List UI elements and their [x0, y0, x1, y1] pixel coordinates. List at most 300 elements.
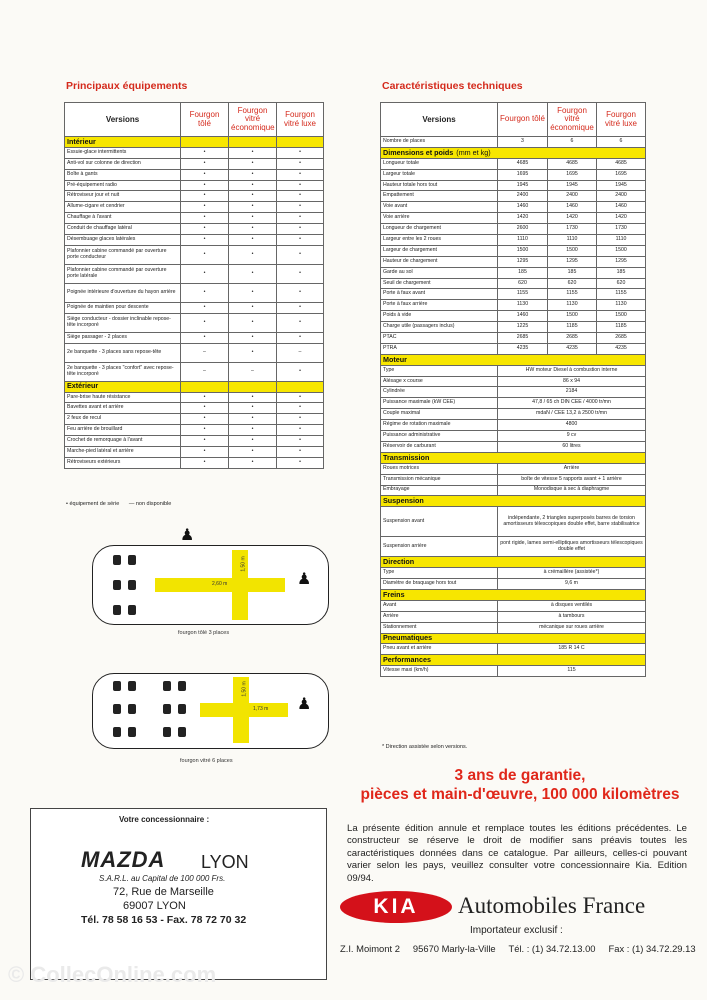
row-value: • — [277, 302, 324, 313]
importer-subtitle: Importateur exclusif : — [470, 925, 563, 936]
row-value: mdaN / CEE 13,2 à 2500 tr/mn — [498, 409, 646, 420]
group-fill — [229, 137, 277, 148]
seat-icon — [113, 580, 121, 590]
table-row — [381, 300, 646, 311]
dealer-label: Votre concessionnaire : — [119, 815, 210, 824]
row-value: • — [181, 392, 229, 403]
group-header — [381, 589, 646, 600]
row-value: – — [277, 343, 324, 362]
row-value: 1460 — [597, 202, 646, 213]
table-row — [65, 158, 324, 169]
seat-icon — [128, 580, 136, 590]
row-value: 115 — [498, 666, 646, 677]
group-row — [381, 557, 646, 568]
group-name: Moteur — [383, 354, 407, 364]
row-value: • — [277, 457, 324, 468]
group-fill — [229, 381, 277, 392]
row-value: • — [181, 425, 229, 436]
table-row — [381, 245, 646, 256]
row-value: 1225 — [498, 322, 548, 333]
row-value: 185 — [597, 267, 646, 278]
row-label: Porte à faux arrière — [381, 300, 498, 311]
row-value: • — [229, 202, 277, 213]
table-row — [381, 213, 646, 224]
row-value: 1695 — [498, 169, 548, 180]
table-row — [381, 398, 646, 409]
group-row — [381, 452, 646, 463]
row-value: 86 x 94 — [498, 376, 646, 387]
table-row — [381, 137, 646, 148]
row-label: Poignée de maintien pour descente — [65, 302, 181, 313]
row-label: Anti-vol sur colonne de direction — [65, 158, 181, 169]
row-value: • — [229, 457, 277, 468]
van2-caption: fourgon vitré 6 places — [180, 758, 233, 764]
row-value: 60 litres — [498, 441, 646, 452]
row-value: • — [277, 245, 324, 264]
row-value: • — [277, 392, 324, 403]
row-value: 2400 — [548, 191, 597, 202]
table-row — [381, 474, 646, 485]
row-label: Pneu avant et arrière — [381, 644, 498, 655]
row-label: Voie avant — [381, 202, 498, 213]
row-value: • — [229, 332, 277, 343]
row-value: • — [229, 283, 277, 302]
row-label: Rétroviseur jour et nuit — [65, 191, 181, 202]
row-value: 2400 — [498, 191, 548, 202]
row-value: • — [229, 147, 277, 158]
row-label: Stationnement — [381, 622, 498, 633]
row-value: • — [277, 235, 324, 246]
row-label: Couple maximal — [381, 409, 498, 420]
disclaimer-text: La présente édition annule et remplace toutes les éditions précédentes. Le constructeur se réserve le droit de modifier sans préavis toutes les caractéristiques données dans ce catalogue. Par ailleurs, celles-ci pouvant varier selon les pays, veuillez consulter votre concessionnaire Kia. Edition 09/94. — [347, 823, 687, 884]
group-name: Transmission — [383, 452, 430, 462]
row-value: 1130 — [597, 300, 646, 311]
row-label: Marche-pied latéral et arrière — [65, 447, 181, 458]
row-label: Voie arrière — [381, 213, 498, 224]
row-label: Arrière — [381, 611, 498, 622]
table-row — [381, 485, 646, 496]
row-label: Cylindrée — [381, 387, 498, 398]
row-value: HW moteur Diesel à combustion interne — [498, 365, 646, 376]
specs-table — [380, 102, 646, 677]
table-row — [381, 441, 646, 452]
row-value: 4685 — [498, 158, 548, 169]
row-value: 1500 — [597, 245, 646, 256]
col-fourgon-vitre-luxe: Fourgon vitré luxe — [277, 103, 324, 137]
row-value: • — [277, 180, 324, 191]
row-value: 1460 — [548, 202, 597, 213]
row-label: Essuie-glace intermittents — [65, 147, 181, 158]
dealer-phone: Tél. 78 58 16 53 - Fax. 78 72 70 32 — [81, 914, 247, 926]
row-label: Alésage x course — [381, 376, 498, 387]
seat-icon — [128, 704, 136, 714]
row-label: Siège passager - 2 places — [65, 332, 181, 343]
row-value: • — [181, 213, 229, 224]
row-value: 1185 — [597, 322, 646, 333]
table-row — [65, 224, 324, 235]
seat-icon — [128, 727, 136, 737]
row-label: Charge utile (passagers inclus) — [381, 322, 498, 333]
row-label: Diamètre de braquage hors tout — [381, 579, 498, 590]
row-value: • — [181, 313, 229, 332]
legend-standard: • équipement de série — [66, 501, 120, 507]
row-value: 4235 — [548, 343, 597, 354]
row-value: • — [229, 414, 277, 425]
cargo-width-label: 1,50 m — [241, 681, 248, 697]
table-row — [65, 191, 324, 202]
row-label: Pré-équipement radio — [65, 180, 181, 191]
table-row — [381, 409, 646, 420]
row-value: 1500 — [548, 245, 597, 256]
col-fourgon-vitre-luxe: Fourgon vitré luxe — [597, 103, 646, 137]
footnote: * Direction assistée selon versions. — [382, 744, 468, 750]
seat-icon — [178, 727, 186, 737]
row-value: • — [277, 213, 324, 224]
row-label: Garde au sol — [381, 267, 498, 278]
row-label: Régime de rotation maximale — [381, 420, 498, 431]
row-label: 2 feux de recul — [65, 414, 181, 425]
table-row — [381, 579, 646, 590]
row-label: Allume-cigare et cendrier — [65, 202, 181, 213]
row-label: Réservoir de carburant — [381, 441, 498, 452]
row-label: 2e banquette - 3 places sans repose-tête — [65, 343, 181, 362]
row-value: 1130 — [548, 300, 597, 311]
legend-unavailable: — non disponible — [128, 501, 172, 507]
row-value: 1420 — [597, 213, 646, 224]
row-label: Seuil de chargement — [381, 278, 498, 289]
col-fourgon-vitre-eco: Fourgon vitré économique — [548, 103, 597, 137]
table-row — [65, 264, 324, 283]
table-row — [381, 420, 646, 431]
row-value: 47,8 / 65 ch DIN CEE / 4000 tr/mn — [498, 398, 646, 409]
row-value: 1460 — [498, 202, 548, 213]
row-value: • — [277, 202, 324, 213]
group-fill — [181, 381, 229, 392]
group-header — [381, 147, 646, 158]
row-value: 620 — [597, 278, 646, 289]
col-fourgon-vitre-eco: Fourgon vitré économique — [229, 103, 277, 137]
row-label: Suspension avant — [381, 507, 498, 537]
row-value: à tambours — [498, 611, 646, 622]
row-label: PTAC — [381, 333, 498, 344]
row-value: • — [229, 403, 277, 414]
row-value: • — [277, 158, 324, 169]
row-label: Rétroviseurs extérieurs — [65, 457, 181, 468]
table-row — [381, 622, 646, 633]
row-label: Porte à faux avant — [381, 289, 498, 300]
row-value: • — [277, 264, 324, 283]
row-value: 3 — [498, 137, 548, 148]
table-row — [65, 447, 324, 458]
row-value: 4800 — [498, 420, 646, 431]
table-row — [381, 600, 646, 611]
row-value: 1110 — [597, 235, 646, 246]
row-value: • — [229, 425, 277, 436]
group-name: Direction — [383, 557, 415, 567]
table-row — [65, 392, 324, 403]
row-value: 1155 — [498, 289, 548, 300]
table-row — [381, 463, 646, 474]
row-value: 2685 — [498, 333, 548, 344]
row-label: Hauteur de chargement — [381, 256, 498, 267]
group-name: Intérieur — [65, 137, 181, 148]
row-value: – — [181, 362, 229, 381]
row-value: • — [277, 224, 324, 235]
row-label: Largeur totale — [381, 169, 498, 180]
row-value: • — [229, 447, 277, 458]
table-row — [381, 568, 646, 579]
row-value: 6 — [597, 137, 646, 148]
seat-icon — [163, 681, 171, 691]
seat-icon — [128, 681, 136, 691]
table-row — [381, 666, 646, 677]
row-value: Monodisque à sec à diaphragme — [498, 485, 646, 496]
table-row — [65, 147, 324, 158]
row-value: 1730 — [548, 224, 597, 235]
watermark: © CollecOnline.com — [8, 962, 217, 987]
row-value: 1945 — [498, 180, 548, 191]
row-label: Hauteur totale hors tout — [381, 180, 498, 191]
table-row — [381, 343, 646, 354]
group-name: Performances — [383, 655, 431, 665]
table-row — [65, 169, 324, 180]
row-value: • — [181, 457, 229, 468]
row-value: 185 — [548, 267, 597, 278]
row-label: Siège conducteur - dossier inclinable repose-tête incorporé — [65, 313, 181, 332]
table-row — [65, 302, 324, 313]
row-label: Roues motrices — [381, 463, 498, 474]
row-value: – — [229, 362, 277, 381]
driver-figure-icon: ♟ — [180, 527, 195, 544]
row-value: • — [229, 245, 277, 264]
row-value: • — [229, 191, 277, 202]
table-row — [381, 158, 646, 169]
row-value: 1110 — [498, 235, 548, 246]
row-value: 1130 — [498, 300, 548, 311]
row-value: – — [181, 343, 229, 362]
table-row — [65, 362, 324, 381]
row-label: Plafonnier cabine commandé par ouverture porte latérale — [65, 264, 181, 283]
cargo-width-label: 1,50 m — [240, 556, 247, 572]
group-row — [381, 589, 646, 600]
equipment-table — [64, 102, 324, 469]
table-row — [65, 414, 324, 425]
row-value: • — [277, 169, 324, 180]
seat-icon — [163, 727, 171, 737]
group-fill — [181, 137, 229, 148]
table-row — [65, 283, 324, 302]
row-value: • — [229, 436, 277, 447]
row-label: Largeur de chargement — [381, 245, 498, 256]
row-value: 2184 — [498, 387, 646, 398]
cargo-length-label: 2,60 m — [212, 581, 228, 587]
row-value: 2600 — [498, 224, 548, 235]
seat-icon — [128, 605, 136, 615]
row-value: • — [229, 343, 277, 362]
row-value: • — [181, 403, 229, 414]
group-name: Extérieur — [65, 381, 181, 392]
row-value: 1945 — [597, 180, 646, 191]
seat-icon — [113, 727, 121, 737]
table-row — [65, 202, 324, 213]
seat-icon — [113, 681, 121, 691]
row-value: 1695 — [597, 169, 646, 180]
row-value: • — [277, 147, 324, 158]
kia-logo: KIA — [340, 891, 452, 923]
row-label: Type — [381, 365, 498, 376]
row-value: • — [181, 436, 229, 447]
row-value: • — [229, 169, 277, 180]
dealer-box — [30, 808, 327, 980]
table-row — [65, 343, 324, 362]
row-value: 1295 — [597, 256, 646, 267]
row-value: • — [229, 213, 277, 224]
seat-icon — [113, 704, 121, 714]
importer-name: Automobiles France — [458, 893, 646, 918]
row-label: Empattement — [381, 191, 498, 202]
row-value: 1730 — [597, 224, 646, 235]
table-row — [381, 431, 646, 442]
row-value: • — [181, 202, 229, 213]
row-label: Transmission mécanique — [381, 474, 498, 485]
row-label: Feu arrière de brouillard — [65, 425, 181, 436]
seat-icon — [113, 555, 121, 565]
row-value: • — [181, 332, 229, 343]
group-header — [381, 655, 646, 666]
row-value: • — [181, 147, 229, 158]
row-label: 2e banquette - 3 places "confort" avec repose-tête incorporé — [65, 362, 181, 381]
row-value: 1500 — [548, 311, 597, 322]
group-row — [381, 655, 646, 666]
row-label: Poignée intérieure d'ouverture du hayon arrière — [65, 283, 181, 302]
group-name: Pneumatiques — [383, 633, 433, 643]
row-value: • — [277, 313, 324, 332]
table-row — [65, 457, 324, 468]
row-label: Puissance maximale (kW CEE) — [381, 398, 498, 409]
van1-caption: fourgon tôlé 3 places — [178, 630, 230, 636]
row-value: Arrière — [498, 463, 646, 474]
row-value: • — [229, 158, 277, 169]
warranty-line2: pièces et main-d'œuvre, 100 000 kilomètres — [360, 786, 680, 804]
group-row — [381, 354, 646, 365]
importer-address: Z.I. Moimont 2 95670 Marly-la-Ville Tél. : (1) 34.72.13.00 Fax : (1) 34.72.29.13 — [340, 943, 696, 954]
group-fill — [277, 137, 324, 148]
group-header — [381, 557, 646, 568]
row-label: Largeur entre les 2 roues — [381, 235, 498, 246]
row-label: PTRA — [381, 343, 498, 354]
row-label: Plafonnier cabine commandé par ouverture porte conducteur — [65, 245, 181, 264]
group-row — [381, 633, 646, 644]
group-row — [65, 381, 324, 392]
row-value: 6 — [548, 137, 597, 148]
row-value: • — [277, 191, 324, 202]
row-value: • — [181, 447, 229, 458]
row-value: • — [277, 425, 324, 436]
row-value: 2685 — [548, 333, 597, 344]
warranty-banner — [340, 766, 700, 805]
col-versions: Versions — [381, 103, 498, 137]
row-value: • — [229, 180, 277, 191]
row-label: Embrayage — [381, 485, 498, 496]
table-row — [65, 332, 324, 343]
seat-icon — [178, 704, 186, 714]
table-row — [381, 333, 646, 344]
row-label: Chauffage à l'avant — [65, 213, 181, 224]
row-value: indépendante, 2 triangles superposés barres de torsion amortisseurs télescopiques double effet, barre stabilisatrice — [498, 507, 646, 537]
table-row — [381, 180, 646, 191]
group-row — [65, 137, 324, 148]
row-value: • — [277, 447, 324, 458]
group-fill — [277, 381, 324, 392]
row-label: Longueur totale — [381, 158, 498, 169]
table-row — [381, 365, 646, 376]
row-label: Bavettes avant et arrière — [65, 403, 181, 414]
row-label: Avant — [381, 600, 498, 611]
table-row — [65, 425, 324, 436]
row-value: 1420 — [548, 213, 597, 224]
group-header — [381, 354, 646, 365]
table-row — [65, 235, 324, 246]
row-value: • — [277, 403, 324, 414]
group-header — [381, 633, 646, 644]
row-value: 9 cv — [498, 431, 646, 442]
row-value: • — [181, 191, 229, 202]
table-row — [65, 180, 324, 191]
row-value: • — [277, 283, 324, 302]
row-value: • — [181, 158, 229, 169]
row-value: • — [181, 302, 229, 313]
group-row — [381, 496, 646, 507]
group-header — [381, 496, 646, 507]
row-value: • — [181, 180, 229, 191]
row-value: 1500 — [597, 311, 646, 322]
row-label: Conduit de chauffage latéral — [65, 224, 181, 235]
row-value: 1185 — [548, 322, 597, 333]
row-label: Poids à vide — [381, 311, 498, 322]
row-label: Vitesse maxi (km/h) — [381, 666, 498, 677]
table-row — [381, 611, 646, 622]
row-value: 1695 — [548, 169, 597, 180]
row-value: 185 R 14 C — [498, 644, 646, 655]
row-value: 185 — [498, 267, 548, 278]
col-fourgon-tole: Fourgon tôlé — [181, 103, 229, 137]
row-value: • — [181, 169, 229, 180]
row-value: • — [181, 245, 229, 264]
table-row — [381, 537, 646, 557]
row-value: • — [229, 235, 277, 246]
row-value: • — [181, 235, 229, 246]
row-value: 1155 — [597, 289, 646, 300]
group-name: Dimensions et poids — [383, 147, 454, 157]
row-value: 1110 — [548, 235, 597, 246]
row-value: • — [181, 224, 229, 235]
row-label: Boîte à gants — [65, 169, 181, 180]
table-row — [381, 202, 646, 213]
table-row — [381, 507, 646, 537]
row-label: Pare-brise haute résistance — [65, 392, 181, 403]
row-value: à crémaillère (assistée*) — [498, 568, 646, 579]
table-row — [381, 169, 646, 180]
col-versions: Versions — [65, 103, 181, 137]
rear-figure-icon: ♟ — [297, 696, 312, 713]
row-value: • — [229, 224, 277, 235]
table-row — [381, 311, 646, 322]
row-value: 1945 — [548, 180, 597, 191]
table-row — [65, 403, 324, 414]
table-row — [381, 376, 646, 387]
row-value: 4685 — [597, 158, 646, 169]
row-value: 1295 — [498, 256, 548, 267]
